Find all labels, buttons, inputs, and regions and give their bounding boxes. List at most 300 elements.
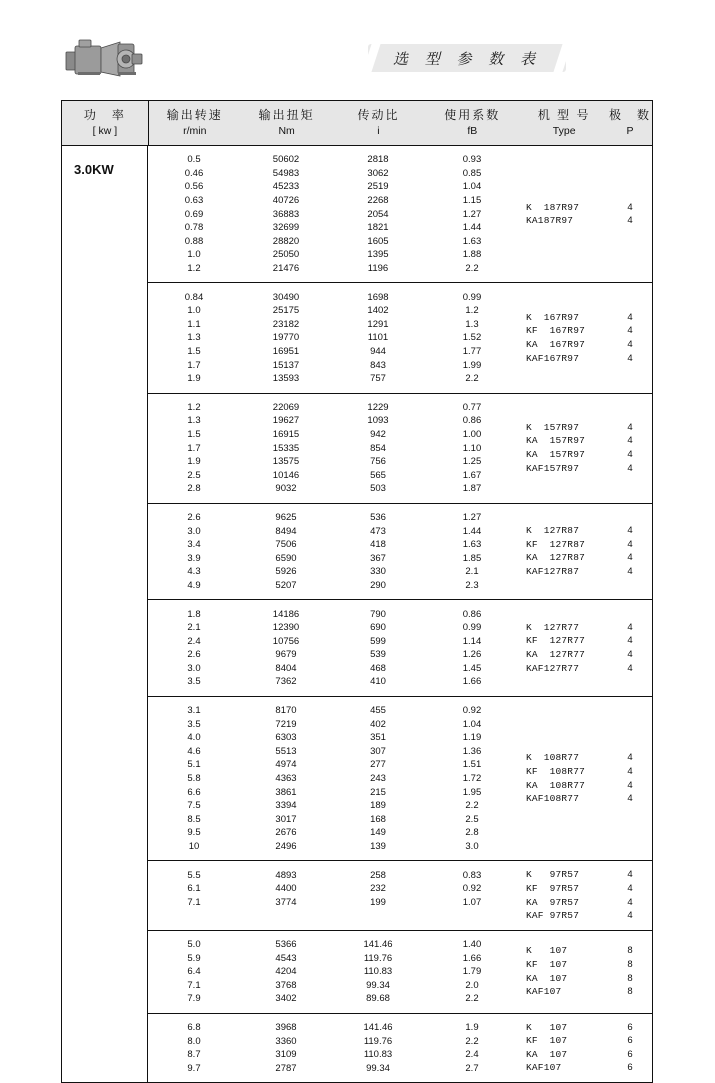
cell-output-speed: 1.9 xyxy=(187,456,201,468)
table-row xyxy=(148,621,520,635)
cell-output-speed: 2.4 xyxy=(187,635,201,647)
cell-output-torque: 13575 xyxy=(272,456,300,468)
cell-poles: 8 xyxy=(627,945,633,957)
cell-output-speed: 6.4 xyxy=(187,966,201,978)
gear-motor-icon xyxy=(62,36,146,82)
cell-service-factor: 2.2 xyxy=(465,373,479,385)
cell-ratio: 119.76 xyxy=(363,1035,393,1047)
cell-ratio: 99.34 xyxy=(366,979,390,991)
cell-poles: 4 xyxy=(627,435,633,447)
cell-ratio: 757 xyxy=(370,373,386,385)
cell-type: K 127R87 xyxy=(526,525,580,537)
cell-service-factor: 1.99 xyxy=(462,359,482,371)
cell-output-torque: 3968 xyxy=(275,1021,297,1033)
table-row xyxy=(148,482,520,496)
cell-ratio: 243 xyxy=(370,773,386,785)
poles-list xyxy=(608,401,652,496)
cell-type: KA 107 xyxy=(526,972,568,984)
cell-ratio: 1402 xyxy=(367,305,389,317)
group-rows xyxy=(148,704,520,854)
type-list xyxy=(520,868,608,922)
table-row xyxy=(148,1048,520,1062)
page-header xyxy=(0,0,715,92)
cell-output-torque: 50602 xyxy=(272,154,300,166)
cell-poles: 4 xyxy=(627,662,633,674)
cell-type: KF 167R97 xyxy=(526,325,586,337)
cell-service-factor: 1.66 xyxy=(462,676,482,688)
cell-output-torque: 8170 xyxy=(275,705,297,717)
cell-output-speed: 0.46 xyxy=(184,167,204,179)
cell-ratio: 277 xyxy=(370,759,386,771)
poles-list xyxy=(608,1021,652,1075)
cell-output-torque: 3402 xyxy=(275,993,297,1005)
table-row xyxy=(148,524,520,538)
cell-service-factor: 0.86 xyxy=(462,415,482,427)
cell-output-speed: 3.1 xyxy=(187,705,201,717)
cell-service-factor: 1.79 xyxy=(462,966,482,978)
cell-type: KF 97R57 xyxy=(526,882,580,894)
cell-output-torque: 21476 xyxy=(272,263,300,275)
cell-service-factor: 0.99 xyxy=(462,622,482,634)
cell-ratio: 455 xyxy=(370,705,386,717)
cell-ratio: 141.46 xyxy=(363,938,393,950)
cell-service-factor: 1.3 xyxy=(465,318,479,330)
table-row xyxy=(148,785,520,799)
cell-service-factor: 1.04 xyxy=(462,181,482,193)
cell-service-factor: 1.52 xyxy=(462,332,482,344)
group-rows xyxy=(148,153,520,275)
cell-output-torque: 3774 xyxy=(275,896,297,908)
poles-list xyxy=(608,704,652,854)
cell-service-factor: 1.04 xyxy=(462,718,482,730)
cell-type: K 107 xyxy=(526,1021,568,1033)
type-list xyxy=(520,704,608,854)
cell-poles: 4 xyxy=(627,752,633,764)
cell-output-speed: 5.5 xyxy=(187,869,201,881)
table-row xyxy=(148,758,520,772)
cell-poles: 4 xyxy=(627,635,633,647)
parameter-group xyxy=(148,931,652,1014)
cell-output-speed: 1.0 xyxy=(187,249,201,261)
cell-ratio: 599 xyxy=(370,635,386,647)
cell-service-factor: 1.14 xyxy=(462,635,482,647)
cell-ratio: 367 xyxy=(370,552,386,564)
cell-type: KAF107 xyxy=(526,986,562,998)
cell-ratio: 790 xyxy=(370,608,386,620)
cell-ratio: 565 xyxy=(370,469,386,481)
table-row xyxy=(148,731,520,745)
cell-output-torque: 22069 xyxy=(272,401,300,413)
cell-ratio: 99.34 xyxy=(366,1062,390,1074)
cell-output-speed: 1.1 xyxy=(187,318,201,330)
cell-type: KA 157R97 xyxy=(526,435,586,447)
cell-output-torque: 9032 xyxy=(275,483,297,495)
cell-output-speed: 5.1 xyxy=(187,759,201,771)
cell-service-factor: 1.00 xyxy=(462,428,482,440)
cell-service-factor: 1.51 xyxy=(462,759,482,771)
cell-output-speed: 0.84 xyxy=(184,291,204,303)
parameter-group xyxy=(148,283,652,393)
cell-output-torque: 5366 xyxy=(275,938,297,950)
cell-ratio: 199 xyxy=(370,896,386,908)
cell-poles: 4 xyxy=(627,338,633,350)
table-row xyxy=(148,938,520,952)
cell-type: KF 127R87 xyxy=(526,538,586,550)
table-row xyxy=(148,1061,520,1075)
cell-output-speed: 2.5 xyxy=(187,469,201,481)
cell-poles: 4 xyxy=(627,779,633,791)
cell-type: KA 157R97 xyxy=(526,449,586,461)
cell-output-speed: 3.5 xyxy=(187,718,201,730)
group-rows xyxy=(148,1021,520,1075)
cell-output-torque: 7219 xyxy=(275,718,297,730)
cell-output-speed: 1.3 xyxy=(187,332,201,344)
cell-type: KF 127R77 xyxy=(526,635,586,647)
power-column xyxy=(62,146,148,1082)
type-list xyxy=(520,938,608,1006)
table-row xyxy=(148,1021,520,1035)
parameter-group xyxy=(148,394,652,504)
cell-output-torque: 15137 xyxy=(272,359,300,371)
cell-output-speed: 7.5 xyxy=(187,800,201,812)
cell-output-speed: 1.2 xyxy=(187,263,201,275)
cell-service-factor: 1.95 xyxy=(462,786,482,798)
cell-output-speed: 1.8 xyxy=(187,608,201,620)
cell-service-factor: 2.2 xyxy=(465,263,479,275)
cell-output-speed: 0.56 xyxy=(184,181,204,193)
power-value: 3.0KW xyxy=(74,162,114,177)
group-rows xyxy=(148,290,520,385)
cell-service-factor: 0.77 xyxy=(462,401,482,413)
table-row xyxy=(148,662,520,676)
cell-output-speed: 8.5 xyxy=(187,813,201,825)
cell-poles: 6 xyxy=(627,1035,633,1047)
cell-type: KA 108R77 xyxy=(526,779,586,791)
table-row xyxy=(148,345,520,359)
cell-output-torque: 2496 xyxy=(275,841,297,853)
cell-poles: 4 xyxy=(627,201,633,213)
cell-service-factor: 1.26 xyxy=(462,649,482,661)
type-list xyxy=(520,290,608,385)
cell-output-speed: 6.1 xyxy=(187,883,201,895)
cell-output-speed: 3.4 xyxy=(187,539,201,551)
cell-output-torque: 25175 xyxy=(272,305,300,317)
cell-poles: 4 xyxy=(627,649,633,660)
table-row xyxy=(148,167,520,181)
table-row xyxy=(148,221,520,235)
table-row xyxy=(148,813,520,827)
cell-output-speed: 7.9 xyxy=(187,993,201,1005)
cell-service-factor: 2.2 xyxy=(465,993,479,1005)
cell-output-torque: 9625 xyxy=(275,511,297,523)
group-rows xyxy=(148,511,520,593)
cell-service-factor: 2.0 xyxy=(465,979,479,991)
cell-service-factor: 2.1 xyxy=(465,566,479,578)
cell-service-factor: 2.2 xyxy=(465,1035,479,1047)
cell-ratio: 119.76 xyxy=(363,952,393,964)
type-list xyxy=(520,153,608,275)
cell-ratio: 690 xyxy=(370,622,386,634)
cell-output-torque: 5926 xyxy=(275,566,297,578)
cell-output-torque: 16915 xyxy=(272,428,300,440)
table-row xyxy=(148,180,520,194)
cell-type: KAF127R87 xyxy=(526,566,580,578)
cell-poles: 4 xyxy=(627,566,633,578)
cell-ratio: 2818 xyxy=(367,154,389,166)
cell-ratio: 1101 xyxy=(367,332,389,344)
cell-poles: 4 xyxy=(627,896,633,908)
cell-output-torque: 40726 xyxy=(272,195,300,207)
cell-output-speed: 0.88 xyxy=(184,235,204,247)
table-row xyxy=(148,262,520,276)
cell-ratio: 2519 xyxy=(367,181,389,193)
poles-list xyxy=(608,290,652,385)
type-list xyxy=(520,607,608,689)
cell-poles: 6 xyxy=(627,1062,633,1074)
cell-service-factor: 1.87 xyxy=(462,483,482,495)
page-title: 选 型 参 数 表 xyxy=(392,50,542,68)
cell-output-speed: 1.0 xyxy=(187,305,201,317)
column-header-type: 机 型 号 Type xyxy=(537,107,591,138)
cell-service-factor: 1.72 xyxy=(462,773,482,785)
cell-output-speed: 7.1 xyxy=(187,979,201,991)
cell-output-torque: 15335 xyxy=(272,442,300,454)
column-header-poles: 极 数 P xyxy=(609,107,652,138)
cell-poles: 8 xyxy=(627,972,633,984)
table-row xyxy=(148,401,520,415)
cell-output-speed: 4.6 xyxy=(187,745,201,757)
cell-ratio: 944 xyxy=(370,346,386,358)
cell-poles: 6 xyxy=(627,1021,633,1033)
cell-service-factor: 2.4 xyxy=(465,1049,479,1061)
table-row xyxy=(148,992,520,1006)
cell-ratio: 351 xyxy=(370,732,386,744)
cell-poles: 4 xyxy=(627,525,633,537)
cell-ratio: 854 xyxy=(370,442,386,454)
cell-poles: 4 xyxy=(627,462,633,474)
table-row xyxy=(148,194,520,208)
cell-output-speed: 9.5 xyxy=(187,827,201,839)
cell-poles: 4 xyxy=(627,421,633,433)
cell-service-factor: 2.7 xyxy=(465,1062,479,1074)
cell-output-torque: 16951 xyxy=(272,346,300,358)
cell-type: KAF108R77 xyxy=(526,793,580,805)
cell-output-torque: 3109 xyxy=(275,1049,297,1061)
cell-output-torque: 4204 xyxy=(275,966,297,978)
type-list xyxy=(520,511,608,593)
cell-output-torque: 10146 xyxy=(272,469,300,481)
table-row xyxy=(148,511,520,525)
cell-output-speed: 1.5 xyxy=(187,428,201,440)
parameter-group xyxy=(148,697,652,862)
cell-output-torque: 4543 xyxy=(275,952,297,964)
cell-output-speed: 8.0 xyxy=(187,1035,201,1047)
cell-output-speed: 10 xyxy=(188,841,200,853)
cell-output-torque: 54983 xyxy=(272,167,300,179)
table-row xyxy=(148,607,520,621)
cell-ratio: 149 xyxy=(370,827,386,839)
cell-service-factor: 1.63 xyxy=(462,539,482,551)
cell-output-torque: 10756 xyxy=(272,635,300,647)
table-row xyxy=(148,579,520,593)
cell-type: K 187R97 xyxy=(526,201,580,213)
group-list xyxy=(148,146,652,1082)
cell-output-speed: 3.0 xyxy=(187,662,201,674)
cell-service-factor: 0.92 xyxy=(462,883,482,895)
cell-output-torque: 30490 xyxy=(272,291,300,303)
column-header-output-speed: 输出转速 r/min xyxy=(166,107,223,138)
cell-ratio: 1395 xyxy=(367,249,389,261)
cell-poles: 6 xyxy=(627,1048,633,1060)
cell-poles: 4 xyxy=(627,793,633,805)
cell-output-torque: 4893 xyxy=(275,869,297,881)
cell-service-factor: 2.5 xyxy=(465,813,479,825)
cell-output-torque: 3017 xyxy=(275,813,297,825)
cell-output-torque: 8494 xyxy=(275,525,297,537)
cell-output-speed: 0.69 xyxy=(184,208,204,220)
table-row xyxy=(148,372,520,386)
cell-output-torque: 7506 xyxy=(275,539,297,551)
cell-output-torque: 19770 xyxy=(272,332,300,344)
cell-ratio: 942 xyxy=(370,428,386,440)
cell-output-torque: 3360 xyxy=(275,1035,297,1047)
table-row xyxy=(148,675,520,689)
cell-output-speed: 5.0 xyxy=(187,938,201,950)
cell-output-torque: 5513 xyxy=(275,745,297,757)
cell-poles: 4 xyxy=(627,869,633,881)
cell-ratio: 258 xyxy=(370,869,386,881)
cell-service-factor: 1.67 xyxy=(462,469,482,481)
cell-ratio: 232 xyxy=(370,883,386,895)
table-body xyxy=(62,146,652,1082)
cell-output-speed: 0.78 xyxy=(184,222,204,234)
cell-service-factor: 0.86 xyxy=(462,608,482,620)
cell-poles: 8 xyxy=(627,959,633,971)
table-row xyxy=(148,717,520,731)
cell-output-torque: 28820 xyxy=(272,235,300,247)
cell-service-factor: 2.2 xyxy=(465,800,479,812)
cell-ratio: 1698 xyxy=(367,291,389,303)
cell-service-factor: 1.44 xyxy=(462,525,482,537)
cell-output-speed: 1.3 xyxy=(187,415,201,427)
cell-service-factor: 1.10 xyxy=(462,442,482,454)
cell-output-torque: 19627 xyxy=(272,415,300,427)
cell-output-torque: 6590 xyxy=(275,552,297,564)
parameter-group xyxy=(148,146,652,283)
cell-output-speed: 4.0 xyxy=(187,732,201,744)
table-row xyxy=(148,634,520,648)
cell-output-torque: 14186 xyxy=(272,608,300,620)
cell-ratio: 468 xyxy=(370,662,386,674)
table-row xyxy=(148,978,520,992)
cell-output-torque: 12390 xyxy=(272,622,300,634)
cell-service-factor: 1.25 xyxy=(462,456,482,468)
table-row xyxy=(148,331,520,345)
table-row xyxy=(148,207,520,221)
cell-output-speed: 2.6 xyxy=(187,511,201,523)
cell-output-torque: 9679 xyxy=(275,649,297,661)
cell-output-torque: 23182 xyxy=(272,318,300,330)
table-row xyxy=(148,951,520,965)
cell-ratio: 307 xyxy=(370,745,386,757)
cell-ratio: 1821 xyxy=(367,222,389,234)
table-row xyxy=(148,868,520,882)
group-rows xyxy=(148,607,520,689)
cell-ratio: 1196 xyxy=(367,263,389,275)
cell-output-speed: 2.6 xyxy=(187,649,201,661)
cell-type: KF 107 xyxy=(526,959,568,971)
cell-poles: 4 xyxy=(627,311,633,323)
table-row xyxy=(148,965,520,979)
cell-output-torque: 4400 xyxy=(275,883,297,895)
table-row xyxy=(148,304,520,318)
cell-type: KF 108R77 xyxy=(526,765,586,777)
cell-output-speed: 5.8 xyxy=(187,773,201,785)
cell-output-torque: 3861 xyxy=(275,786,297,798)
cell-ratio: 756 xyxy=(370,456,386,468)
column-header-power: 功 率 [ kw ] xyxy=(83,107,126,138)
cell-poles: 4 xyxy=(627,882,633,894)
cell-output-speed: 3.9 xyxy=(187,552,201,564)
selection-parameter-table xyxy=(61,100,653,1083)
cell-type: K 167R97 xyxy=(526,311,580,323)
cell-service-factor: 1.27 xyxy=(462,511,482,523)
cell-output-speed: 5.9 xyxy=(187,952,201,964)
cell-output-torque: 5207 xyxy=(275,579,297,591)
cell-ratio: 2268 xyxy=(367,195,389,207)
cell-type: KA 167R97 xyxy=(526,338,586,350)
cell-poles: 4 xyxy=(627,352,633,364)
table-row xyxy=(148,772,520,786)
cell-service-factor: 0.83 xyxy=(462,869,482,881)
cell-output-torque: 8404 xyxy=(275,662,297,674)
cell-service-factor: 2.3 xyxy=(465,579,479,591)
cell-output-speed: 0.5 xyxy=(187,154,201,166)
table-row xyxy=(148,648,520,662)
table-row xyxy=(148,704,520,718)
cell-service-factor: 1.15 xyxy=(462,195,482,207)
type-list xyxy=(520,1021,608,1075)
table-row xyxy=(148,896,520,910)
cell-type: KA 127R77 xyxy=(526,649,586,660)
cell-ratio: 402 xyxy=(370,718,386,730)
cell-service-factor: 1.9 xyxy=(465,1021,479,1033)
table-row xyxy=(148,799,520,813)
cell-ratio: 1605 xyxy=(367,235,389,247)
cell-service-factor: 1.07 xyxy=(462,896,482,908)
cell-output-speed: 2.1 xyxy=(187,622,201,634)
cell-ratio: 168 xyxy=(370,813,386,825)
cell-output-torque: 3394 xyxy=(275,800,297,812)
cell-ratio: 110.83 xyxy=(363,966,393,978)
cell-type: K 97R57 xyxy=(526,869,580,881)
cell-ratio: 189 xyxy=(370,800,386,812)
cell-type: KA 127R87 xyxy=(526,552,586,564)
cell-type: KA 107 xyxy=(526,1048,568,1060)
cell-output-speed: 3.0 xyxy=(187,525,201,537)
column-header-ratio: 传动比 i xyxy=(357,107,400,138)
cell-ratio: 290 xyxy=(370,579,386,591)
table-row xyxy=(148,455,520,469)
column-header-output-torque: 输出扭矩 Nm xyxy=(258,107,315,138)
cell-poles: 4 xyxy=(627,552,633,564)
cell-output-torque: 4363 xyxy=(275,773,297,785)
cell-output-torque: 45233 xyxy=(272,181,300,193)
cell-ratio: 1093 xyxy=(367,415,389,427)
cell-service-factor: 1.19 xyxy=(462,732,482,744)
table-row xyxy=(148,745,520,759)
table-row xyxy=(148,538,520,552)
